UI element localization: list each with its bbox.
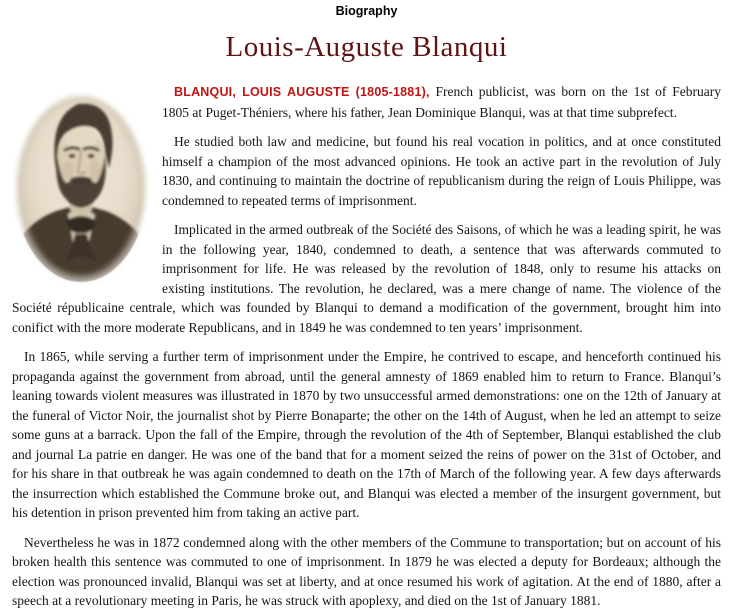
paragraph-1-text: French publicist, was born on the 1st of February 1805 at Puget-Théniers, where his father, Jean Dominique Blanqui, was at that time subprefect.	[162, 84, 721, 120]
paragraph-2: He studied both law and medicine, but found his real vocation in politics, and at once constituted himself a champion of the most advanced opinions. He took an active part in the revolution of July 1830, and continuing to maintain the doctrine of republicanism during the reign of Louis Philippe, was condemned to repeated terms of imprisonment.	[162, 134, 721, 208]
article-body	[12, 82, 721, 611]
paragraph-1	[12, 82, 721, 122]
paragraph-4: In 1865, while serving a further term of imprisonment under the Empire, he contrived to escape, and henceforth continued his propaganda against the government from abroad, until the general amnesty of 1869 enabled him to return to France. Blanqui’s leaning towards violent measures was illustrated in 1870 by two unsuccessful armed demonstrations: one on the 12th of January at the funeral of Victor Noir, the journalist shot by Pierre Bonaparte; the other on the 14th of August, when he led an attempt to seize some guns at a barrack. Upon the fall of the Empire, through the revolution of the 4th of September, Blanqui established the club and journal La patrie en danger. He was one of the band that for a moment seized the reins of power on the 31st of October, and for his share in that outbreak he was again condemned to death on the 17th of March of the following year. A few days afterwards the insurrection which established the Commune broke out, and Blanqui was elected a member of the insurgent government, but his detention in prison prevented him from taking an active part.	[12, 349, 721, 520]
blanqui-engraving	[12, 84, 152, 289]
paragraph-3: Implicated in the armed outbreak of the Société des Saisons, of which he was a leading spirit, he was in the following year, 1840, condemned to death, a sentence that was afterwards commuted to imprisonment for life. He was released by the revolution of 1848, only to resume his attacks on existing institutions. The revolution, he declared, was a mere change of name. The violence of the Société républicaine centrale, which was founded by Blanqui to demand a modification of the government, brought him into conifict with the more moderate Republicans, and in 1849 he was condemned to ten years’ imprisonment.	[12, 222, 721, 335]
lead-subject-name: BLANQUI, LOUIS AUGUSTE (1805-1881),	[174, 85, 430, 99]
page-title: Louis-Auguste Blanqui	[225, 31, 508, 63]
portrait-image	[12, 84, 152, 289]
paragraph-5: Nevertheless he was in 1872 condemned along with the other members of the Commune to transportation; but on account of his broken health this sentence was commuted to one of imprisonment. In 1879 he was elected a deputy for Bordeaux; although the election was pronounced invalid, Blanqui was set at liberty, and at once resumed his work of agitation. At the end of 1880, after a speech at a revolutionary meeting in Paris, he was struck with apoplexy, and died on the 1st of January 1881.	[12, 534, 721, 608]
page-kicker: Biography	[335, 4, 398, 18]
